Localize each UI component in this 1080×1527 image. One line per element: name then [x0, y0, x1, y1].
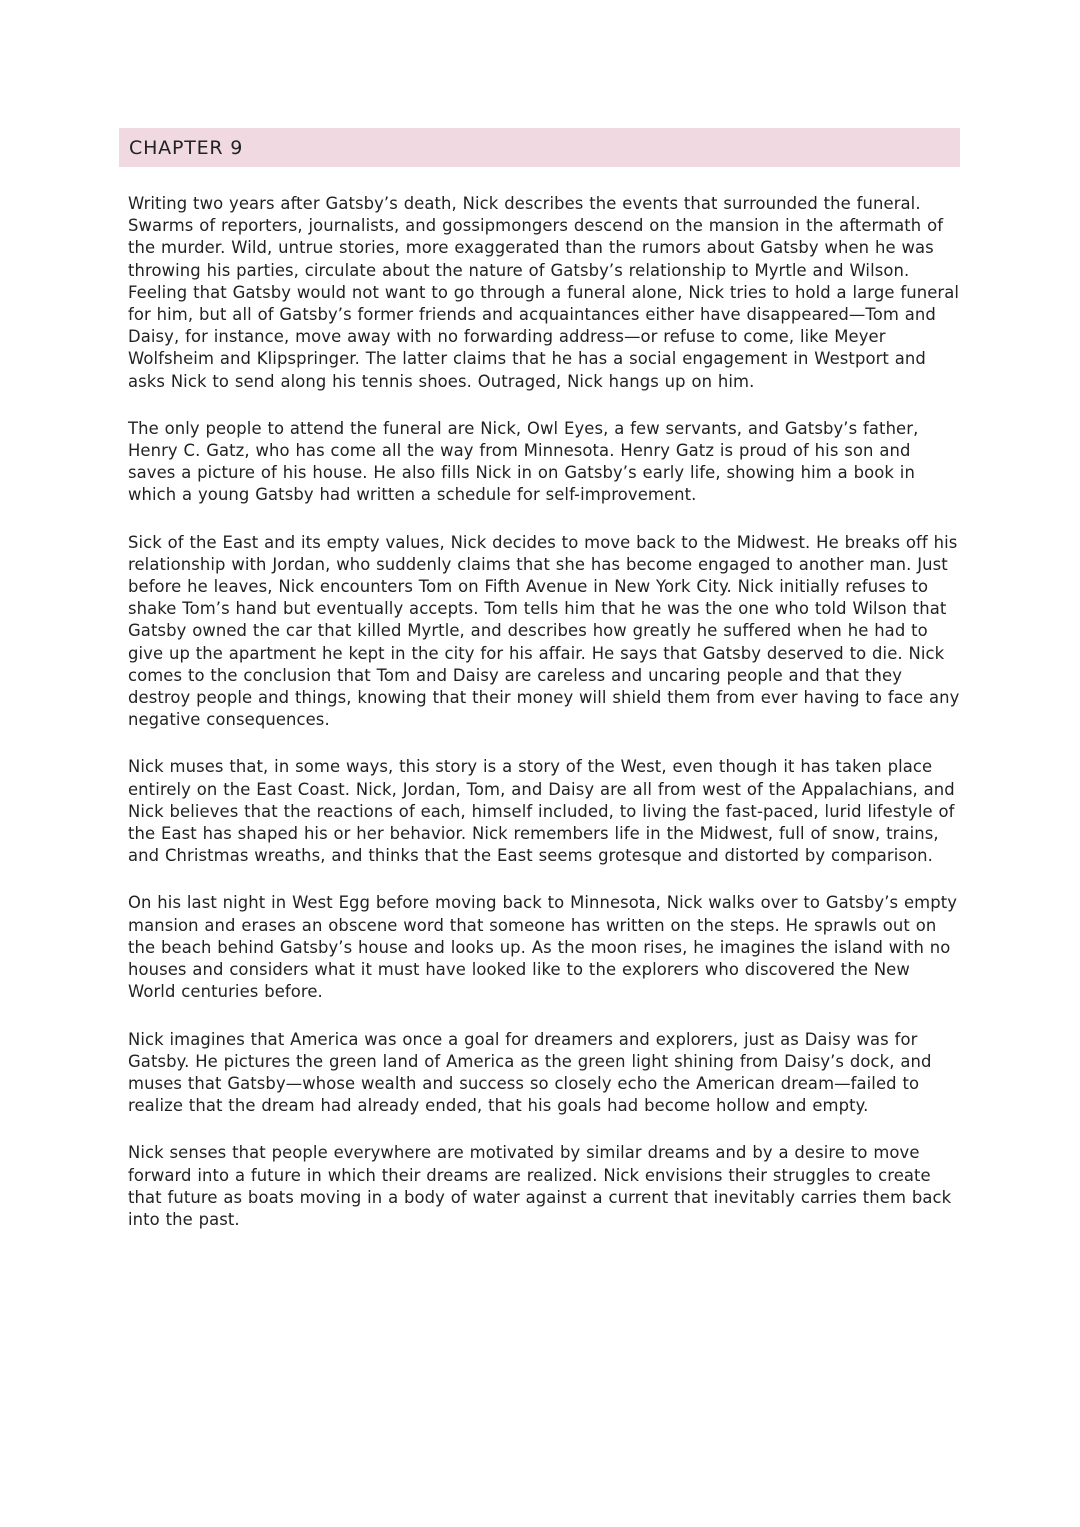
paragraph-funeral-aftermath: Writing two years after Gatsby’s death, Nick describes the events that surrounded the funeral. Swarms of reporters, journalists, and gossipmongers descend on the mansion in the aftermath of the murder. Wild, untrue stories, more exaggerated than the rumors about Gatsby when he was throwing his parties, circulate about the nature of Gatsby’s relationship to Myrtle and Wilson. Feeling that Gatsby would not want to go through a funeral alone, Nick tries to hold a large funeral for him, but all of Gatsby’s former friends and acquaintances either have disappeared—Tom and Daisy, for instance, move away with no forwarding address—or refuse to come, like Meyer Wolfsheim and Klipspringer. The latter claims that he has a social engagement in Westport and asks Nick to send along his tennis shoes. Outraged, Nick hangs up on him. [128, 194, 960, 391]
paragraph-last-night-west-egg: On his last night in West Egg before moving back to Minnesota, Nick walks over to Gatsby’s empty mansion and erases an obscene word that someone has written on the steps. He sprawls out on the beach behind Gatsby’s house and looks up. As the moon rises, he imagines the island with no houses and considers what it must have looked like to the explorers who discovered the New World centuries before. [128, 893, 958, 1002]
paragraph-story-of-the-west: Nick muses that, in some ways, this story is a story of the West, even though it has taken place entirely on the East Coast. Nick, Jordan, Tom, and Daisy are all from west of the Appalachians, and Nick believes that the reactions of each, himself included, to living the fast-paced, lurid lifestyle of the East has shaped his or her behavior. Nick remembers life in the Midwest, full of snow, trains, and Christmas wreaths, and thinks that the East seems grotesque and distorted by comparison. [128, 757, 955, 866]
chapter-header-banner [119, 128, 960, 167]
chapter-title: CHAPTER 9 [129, 136, 244, 159]
paragraph-nick-leaves-east: Sick of the East and its empty values, Nick decides to move back to the Midwest. He breaks off his relationship with Jordan, who suddenly claims that she has become engaged to another man. Just before he leaves, Nick encounters Tom on Fifth Avenue in New York City. Nick initially refuses to shake Tom’s hand but eventually accepts. Tom tells him that he was the one who told Wilson that Gatsby owned the car that killed Myrtle, and describes how greatly he suffered when he had to give up the apartment he kept in the city for his affair. He says that Gatsby deserved to die. Nick comes to the conclusion that Tom and Daisy are careless and uncaring people and that they destroy people and things, knowing that their money will shield them from ever having to face any negative consequences. [128, 532, 960, 730]
paragraph-american-dream: Nick imagines that America was once a goal for dreamers and explorers, just as Daisy was for Gatsby. He pictures the green land of America as the green light shining from Daisy’s dock, and muses that Gatsby—whose wealth and success so closely echo the American dream—failed to realize that the dream had already ended, that his goals had become hollow and empty. [128, 1029, 932, 1116]
paragraph-funeral-attendees: The only people to attend the funeral are Nick, Owl Eyes, a few servants, and Gatsby’s father, Henry C. Gatz, who has come all the way from Minnesota. Henry Gatz is proud of his son and saves a picture of his house. He also fills Nick in on Gatsby’s early life, showing him a book in which a young Gatsby had written a schedule for self-improvement. [128, 418, 919, 505]
paragraph-boats-against-current: Nick senses that people everywhere are motivated by similar dreams and by a desire to move forward into a future in which their dreams are realized. Nick envisions their struggles to create that future as boats moving in a body of water against a current that inevitably carries them back into the past. [128, 1143, 952, 1229]
chapter-summary-body [128, 193, 960, 1256]
